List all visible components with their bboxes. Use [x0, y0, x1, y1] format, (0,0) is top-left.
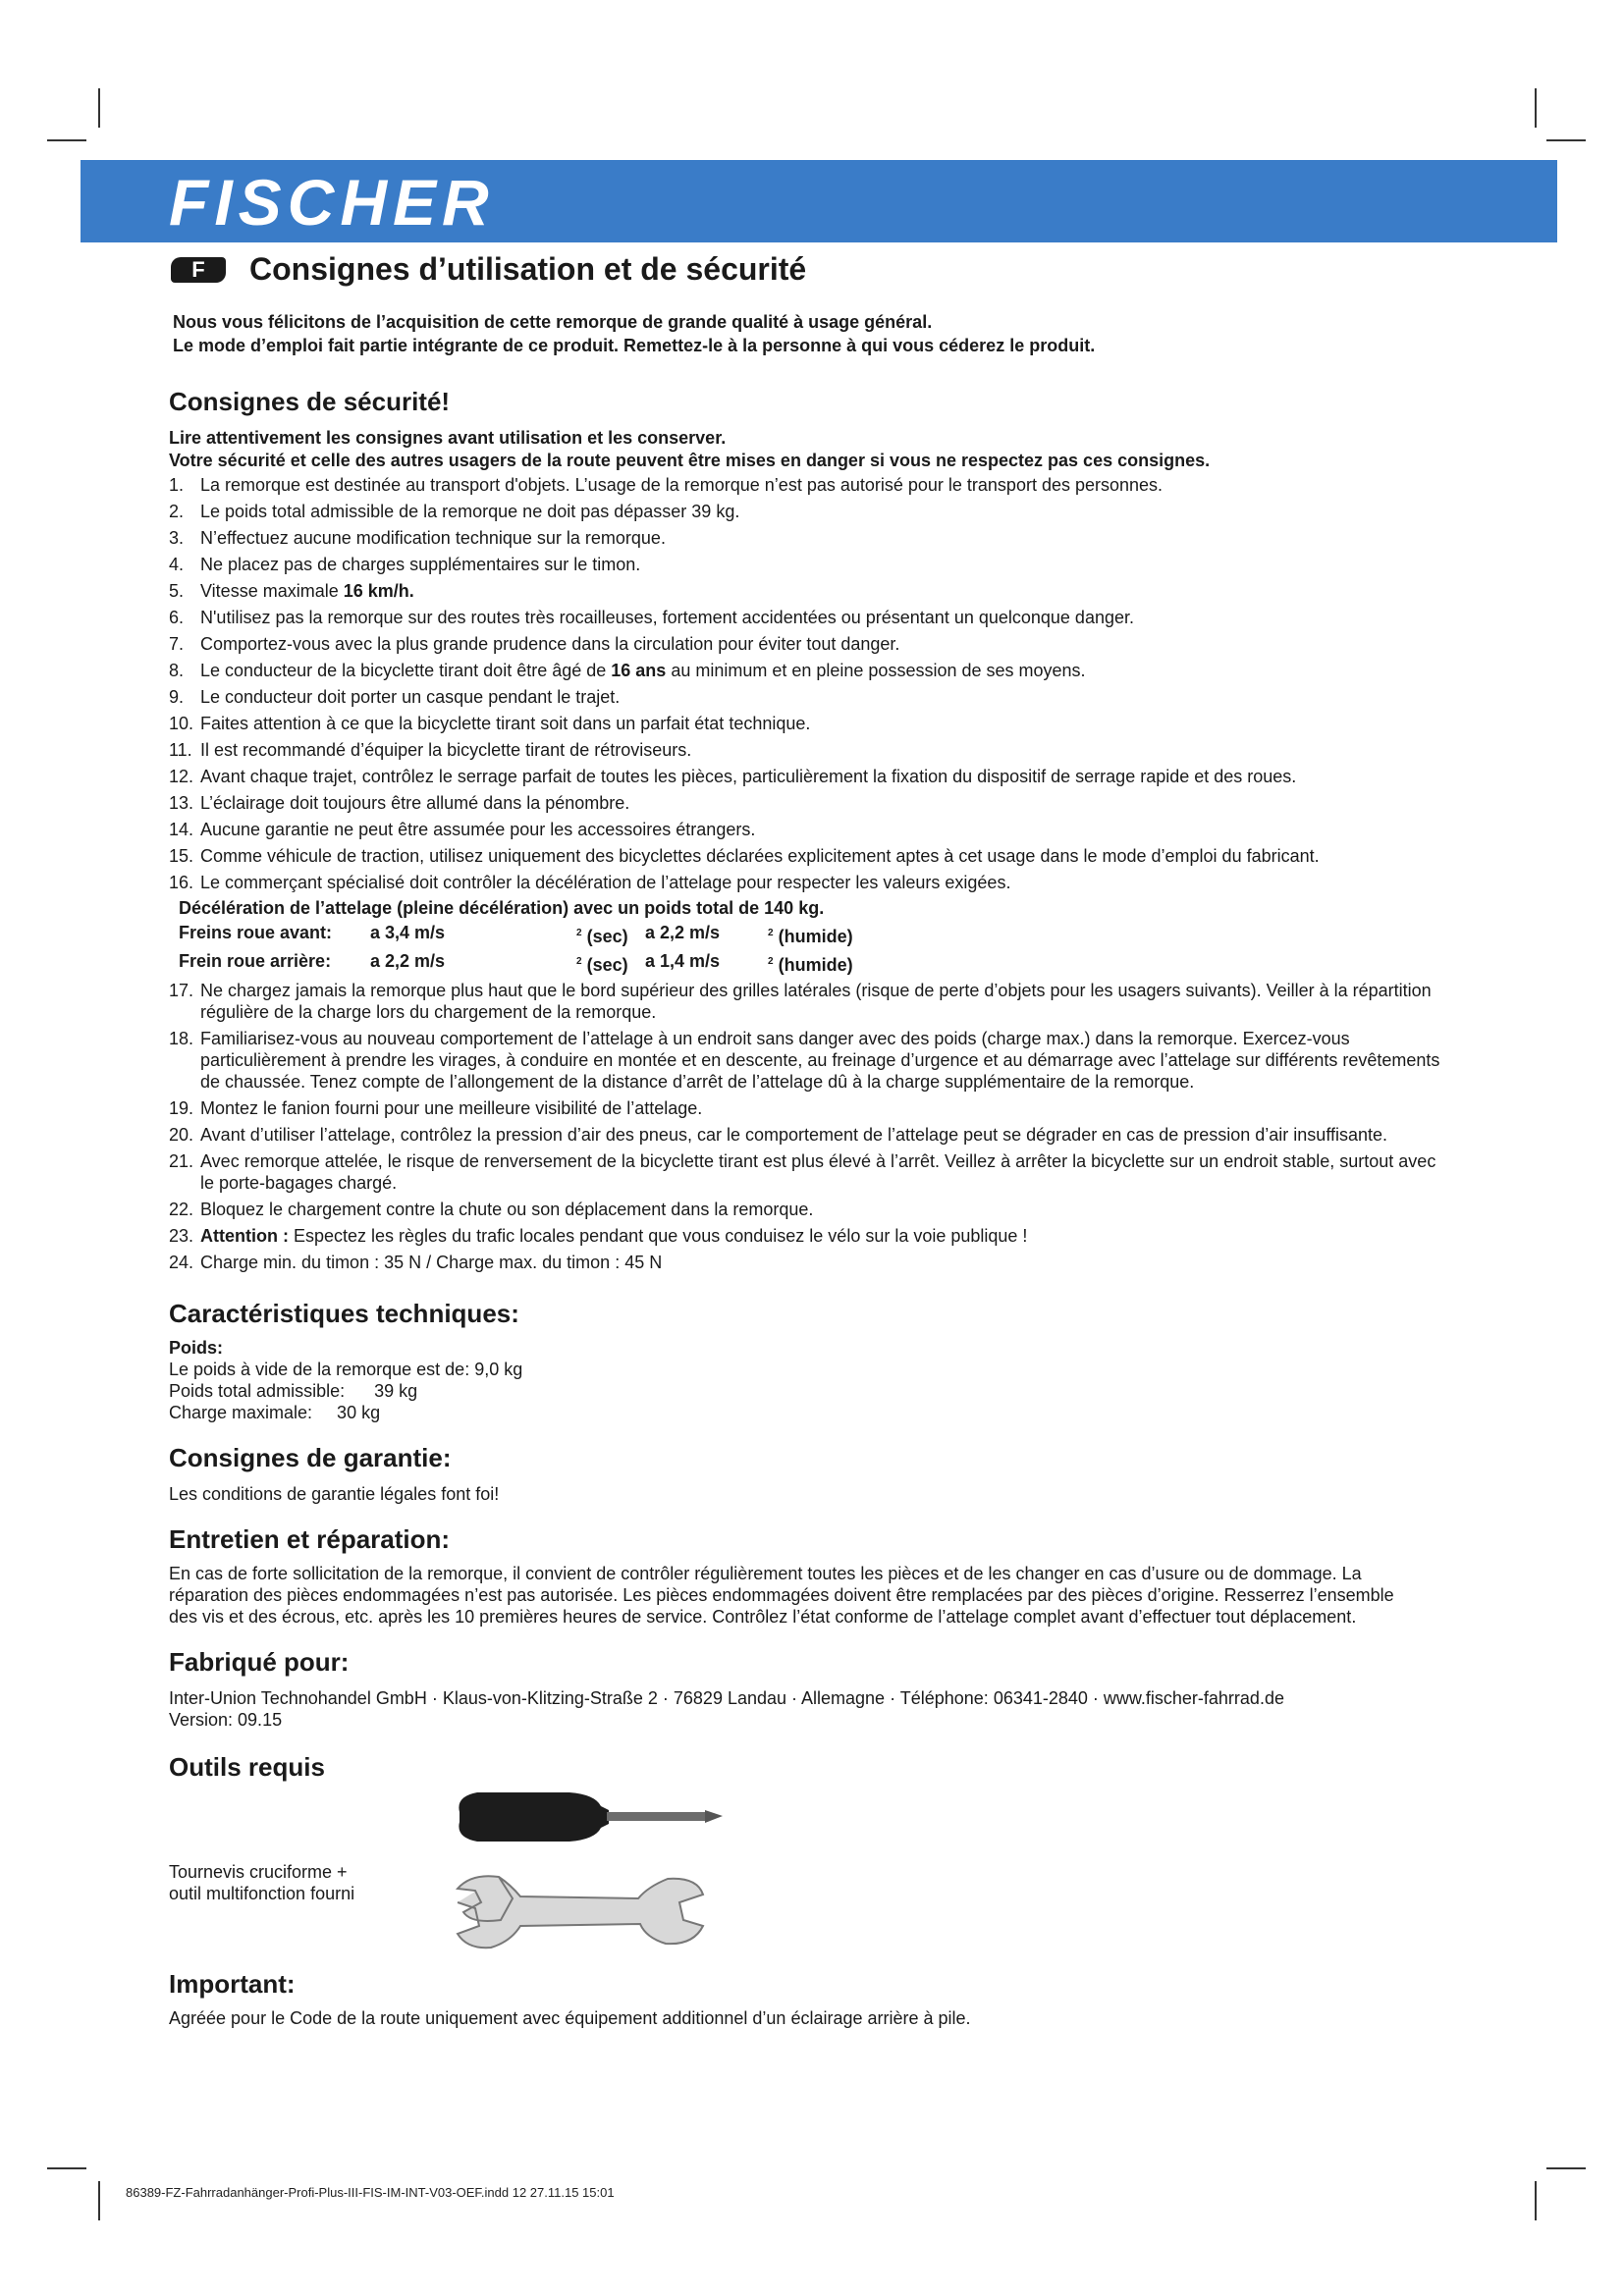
deceleration-label: Frein roue arrière:: [179, 951, 332, 971]
brand-banner: [81, 160, 1557, 242]
crop-mark: [47, 139, 86, 141]
technical-heading: Caractéristiques techniques:: [169, 1299, 519, 1328]
item-text: Faites attention à ce que la bicyclette tirant soit dans un parfait état technique.: [200, 714, 811, 733]
manufacturer-section: [169, 1647, 1445, 1731]
screwdriver-icon: [452, 1783, 727, 1851]
warranty-section: [169, 1443, 1445, 1505]
item-text: Le poids total admissible de la remorque ne doit pas dépasser 39 kg.: [200, 502, 740, 521]
list-item: [169, 766, 1445, 787]
item-text: La remorque est destinée au transport d'objets. L’usage de la remorque n’est pas autorisé pour le transport des personnes.: [200, 475, 1164, 495]
item-number: 7.: [169, 634, 185, 654]
emphasis: 16 km/h.: [343, 581, 414, 601]
language-tag: F: [171, 257, 226, 283]
intro-line: Nous vous félicitons de l’acquisition de cette remorque de grande qualité à usage général.: [173, 312, 933, 332]
deceleration-value: a 1,4 m/s: [645, 951, 721, 971]
tools-area: [169, 1783, 1445, 1969]
list-item: [169, 713, 1445, 734]
deceleration-value: a 2,2 m/s: [645, 923, 721, 942]
item-number: 14.: [169, 820, 194, 839]
item-text: Montez le fanion fourni pour une meilleure visibilité de l’attelage.: [200, 1098, 703, 1118]
superscript: 2: [576, 956, 582, 967]
list-item: [169, 1252, 1445, 1273]
important-heading: Important:: [169, 1969, 296, 1999]
list-item: [169, 686, 1445, 708]
item-text: Le commerçant spécialisé doit contrôler la décélération de l’attelage pour respecter les valeurs exigées.: [200, 873, 1011, 892]
crop-mark: [98, 2181, 100, 2220]
deceleration-row: [179, 949, 1445, 978]
fischer-logo: [169, 166, 591, 235]
item-text: Ne chargez jamais la remorque plus haut que le bord supérieur des grilles latérales (risque de perte d’objets pour les usagers suivants). Veiller à la répartition régulière de la charge lors du chargement de la remorque.: [200, 981, 1432, 1022]
item-text: [200, 1226, 1027, 1246]
intro-line: Le mode d’emploi fait partie intégrante de ce produit. Remettez-le à la personne à qui vous céderez le produit.: [173, 336, 1096, 355]
list-item: [169, 1124, 1445, 1146]
deceleration-label: Freins roue avant:: [179, 923, 333, 942]
spec-line: Poids total admissible: 39 kg: [169, 1381, 418, 1401]
list-item: [169, 819, 1445, 840]
item-number: 3.: [169, 528, 185, 548]
item-number: 24.: [169, 1253, 194, 1272]
item-number: 2.: [169, 502, 185, 521]
maintenance-section: [169, 1524, 1445, 1628]
item-number: 11.: [169, 740, 192, 760]
condition: (sec): [586, 927, 628, 946]
item-text: Avant d’utiliser l’attelage, contrôlez la pression d’air des pneus, car le comportement de l’attelage peut se dégrader en cas de pression d’air insuffisante.: [200, 1125, 1388, 1145]
item-number: 10.: [169, 714, 194, 733]
tools-heading: Outils requis: [169, 1752, 325, 1782]
warranty-heading: Consignes de garantie:: [169, 1443, 452, 1472]
crop-mark: [47, 2167, 86, 2169]
item-number: 23.: [169, 1226, 194, 1246]
item-number: 6.: [169, 608, 185, 627]
item-text-part: Vitesse maximale: [200, 581, 344, 601]
safety-lead: Votre sécurité et celle des autres usagers de la route peuvent être mises en danger si vous ne respectez pas ces consignes.: [169, 451, 1211, 470]
item-number: 1.: [169, 475, 185, 495]
item-text: N'utilisez pas la remorque sur des routes très rocailleuses, fortement accidentées ou présentant un quelconque danger.: [200, 608, 1134, 627]
tools-line: Tournevis cruciforme +: [169, 1862, 348, 1882]
item-text: Il est recommandé d’équiper la bicyclette tirant de rétroviseurs.: [200, 740, 692, 760]
condition: (humide): [778, 927, 853, 946]
item-text: Familiarisez-vous au nouveau comportement de l’attelage à un endroit sans danger avec des poids (charge max.) dans la remorque. Exercez-vous particulièrement à prendre les virages, à conduire en montée et en descente, au freinage d’urgence et au démarrage avec l’attelage sur différents revêtements de chaussée. Tenez compte de l’allongement de la distance d’arrêt de l’attelage dû à la charge supplémentaire de la remorque.: [200, 1029, 1440, 1092]
item-number: 22.: [169, 1200, 194, 1219]
item-text-part: Le conducteur de la bicyclette tirant doit être âgé de: [200, 661, 612, 680]
important-text: Agréée pour le Code de la route uniquement avec équipement additionnel d’un éclairage arrière à pile.: [169, 2008, 971, 2028]
item-text: Le conducteur doit porter un casque pendant le trajet.: [200, 687, 621, 707]
crop-mark: [1535, 88, 1537, 128]
safety-lead: Lire attentivement les consignes avant utilisation et les conserver.: [169, 428, 727, 448]
list-item: [169, 527, 1445, 549]
manufacturer-address: Inter-Union Technohandel GmbH · Klaus-von-Klitzing-Straße 2 · 76829 Landau · Allemagne · Téléphone: 06341-2840 · www.fischer-fahrrad.de: [169, 1688, 1284, 1708]
list-item: [169, 1225, 1445, 1247]
svg-text:FISCHER: FISCHER: [169, 166, 495, 235]
wrench-icon: [452, 1869, 707, 1957]
item-number: 4.: [169, 555, 185, 574]
item-number: 12.: [169, 767, 194, 786]
deceleration-value: a 3,4 m/s: [370, 923, 446, 942]
item-text: Comportez-vous avec la plus grande prudence dans la circulation pour éviter tout danger.: [200, 634, 900, 654]
tools-description: [169, 1861, 354, 1904]
item-number: 15.: [169, 846, 194, 866]
maintenance-heading: Entretien et réparation:: [169, 1524, 451, 1554]
list-item: [169, 1150, 1445, 1194]
item-text: Bloquez le chargement contre la chute ou son déplacement dans la remorque.: [200, 1200, 814, 1219]
safety-list-continued: [169, 980, 1445, 1273]
list-item: [169, 872, 1445, 893]
list-item: [169, 1199, 1445, 1220]
item-number: 17.: [169, 981, 194, 1000]
item-text: [200, 581, 414, 601]
list-item: [169, 739, 1445, 761]
list-item: [169, 660, 1445, 681]
superscript: 2: [768, 928, 774, 938]
item-text: Aucune garantie ne peut être assumée pour les accessoires étrangers.: [200, 820, 756, 839]
item-text-part: Espectez les règles du trafic locales pendant que vous conduisez le vélo sur la voie publique !: [288, 1226, 1028, 1246]
deceleration-value: a 2,2 m/s: [370, 951, 446, 971]
spec-line: Le poids à vide de la remorque est de: 9,0 kg: [169, 1360, 523, 1379]
warranty-text: Les conditions de garantie légales font foi!: [169, 1484, 500, 1504]
list-item: [169, 580, 1445, 602]
deceleration-title: Décélération de l’attelage (pleine décélération) avec un poids total de 140 kg.: [179, 898, 825, 918]
item-number: 5.: [169, 581, 185, 601]
emphasis: Attention :: [200, 1226, 289, 1246]
tools-line: outil multifonction fourni: [169, 1884, 355, 1903]
list-item: [169, 845, 1445, 867]
condition: (sec): [586, 955, 628, 975]
superscript: 2: [576, 928, 582, 938]
item-number: 16.: [169, 873, 194, 892]
list-item: [169, 1028, 1445, 1093]
item-text: Avec remorque attelée, le risque de renversement de la bicyclette tirant est plus élevé à l’arrêt. Veillez à arrêter la bicyclette sur un endroit stable, surtout avec le porte-bagages chargé.: [200, 1151, 1436, 1193]
spec-line: Charge maximale: 30 kg: [169, 1403, 381, 1422]
list-item: [169, 501, 1445, 522]
item-text: Comme véhicule de traction, utilisez uniquement des bicyclettes déclarées explicitement aptes à cet usage dans le mode d’emploi du fabricant.: [200, 846, 1320, 866]
item-text: Ne placez pas de charges supplémentaires sur le timon.: [200, 555, 641, 574]
list-item: [169, 607, 1445, 628]
item-number: 21.: [169, 1151, 194, 1171]
item-text: N’effectuez aucune modification technique sur la remorque.: [200, 528, 666, 548]
crop-mark: [1546, 2167, 1586, 2169]
item-text: Avant chaque trajet, contrôlez le serrage parfait de toutes les pièces, particulièrement la fixation du dispositif de serrage rapide et des roues.: [200, 767, 1297, 786]
item-text: [200, 661, 1086, 680]
important-section: [169, 1969, 1445, 2029]
item-number: 8.: [169, 661, 185, 680]
item-text-part: au minimum et en pleine possession de ses moyens.: [666, 661, 1086, 680]
list-item: [169, 474, 1445, 496]
crop-mark: [98, 88, 100, 128]
page-title: Consignes d’utilisation et de sécurité: [249, 251, 807, 287]
maintenance-text: En cas de forte sollicitation de la remorque, il convient de contrôler régulièrement toutes les pièces et de les changer en cas d’usure ou de dommage. La réparation des pièces endommagées n’est pas autorisée. Les pièces endommagées doivent être remplacées par des pièces d’origine. Resserrez l’ensemble des vis et des écrous, etc. après les 10 premières heures de service. Contrôlez l’état conforme de l’attelage complet avant d’effectuer tout déplacement.: [169, 1564, 1394, 1627]
version: Version: 09.15: [169, 1710, 283, 1730]
safety-heading: Consignes de sécurité!: [169, 387, 451, 416]
document-body: [169, 304, 1445, 2029]
crop-mark: [1546, 139, 1586, 141]
condition: (humide): [778, 955, 853, 975]
intro: [173, 310, 1445, 357]
item-number: 20.: [169, 1125, 194, 1145]
list-item: [169, 554, 1445, 575]
technical-section: [169, 1299, 1445, 1423]
list-item: [169, 980, 1445, 1023]
weight-label: Poids:: [169, 1338, 224, 1358]
manufacturer-heading: Fabriqué pour:: [169, 1647, 350, 1677]
deceleration-row: [179, 921, 1445, 949]
item-text: L’éclairage doit toujours être allumé dans la pénombre.: [200, 793, 630, 813]
tools-section: [169, 1752, 1445, 1969]
crop-mark: [1535, 2181, 1537, 2220]
safety-list: [169, 474, 1445, 893]
file-info: 86389-FZ-Fahrradanhänger-Profi-Plus-III-FIS-IM-INT-V03-OEF.indd 12 27.11.15 15:01: [126, 2185, 615, 2200]
item-number: 18.: [169, 1029, 194, 1048]
superscript: 2: [768, 956, 774, 967]
list-item: [169, 1097, 1445, 1119]
list-item: [169, 792, 1445, 814]
item-text: Charge min. du timon : 35 N / Charge max. du timon : 45 N: [200, 1253, 663, 1272]
item-number: 13.: [169, 793, 194, 813]
emphasis: 16 ans: [611, 661, 667, 680]
item-number: 19.: [169, 1098, 194, 1118]
list-item: [169, 633, 1445, 655]
item-number: 9.: [169, 687, 185, 707]
